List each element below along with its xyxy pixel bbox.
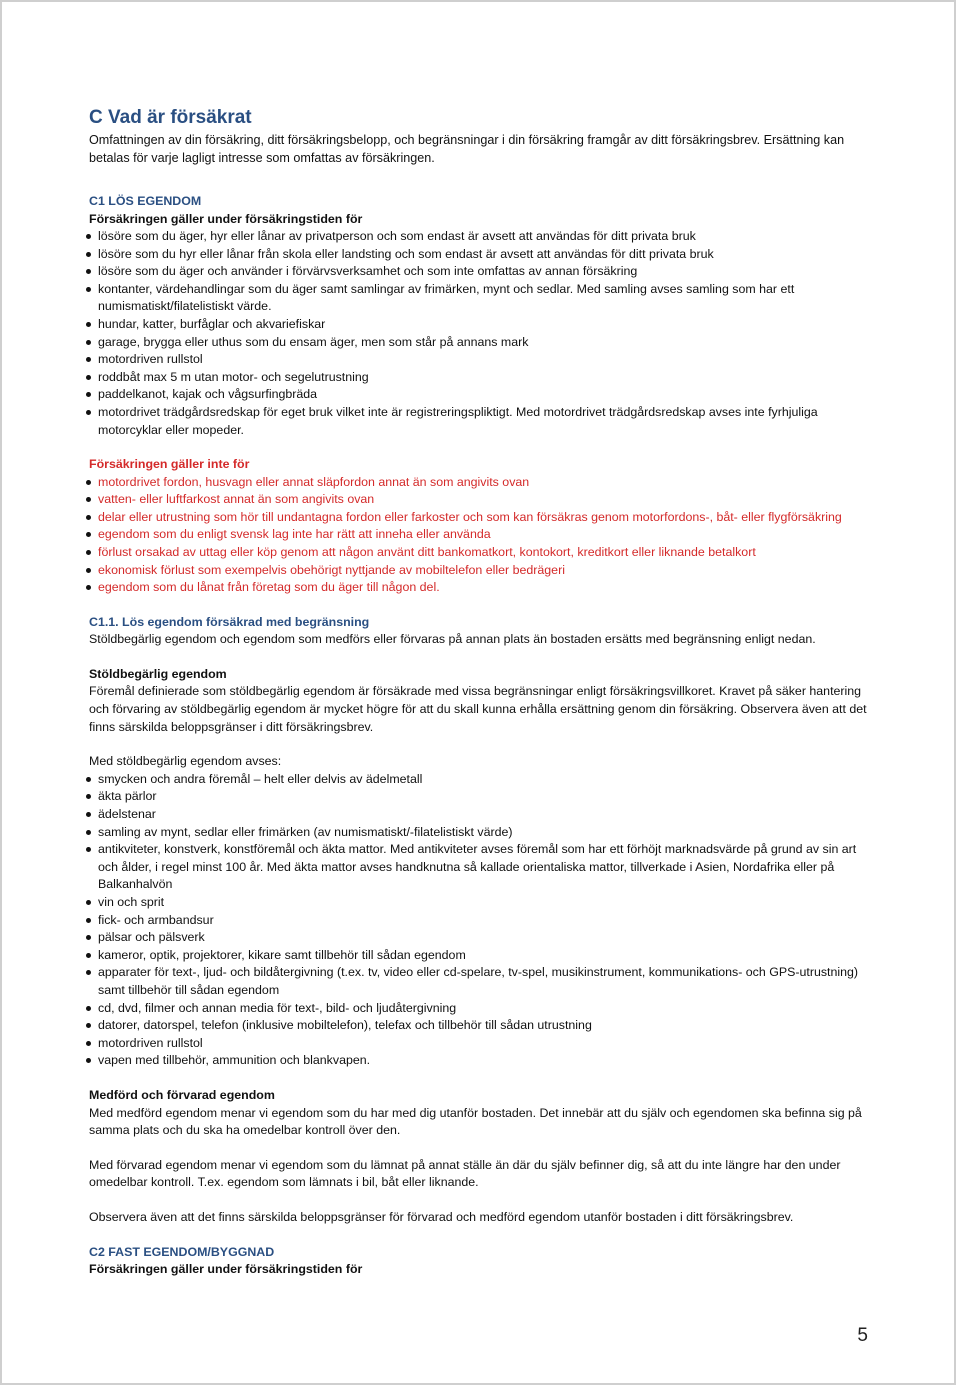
list-item: delar eller utrustning som hör till undantagna fordon eller farkoster och som kan försäkras genom motorfordons-, båt- eller flygförsäkring: [89, 509, 879, 527]
list-item: äkta pärlor: [89, 788, 879, 806]
section-c1-title: C1 LÖS EGENDOM: [89, 194, 202, 208]
c1-covers-lead: Försäkringen gäller under försäkringstiden för: [89, 211, 363, 226]
list-item: apparater för text-, ljud- och bildåtergivning (t.ex. tv, video eller cd-spelare, tv-spel, musikinstrument, kommunikations- och GPS-utrustning) samt tillbehör till sådan egendom: [89, 964, 879, 999]
list-item: garage, brygga eller uthus som du ensam äger, men som står på annans mark: [89, 334, 879, 352]
list-item: hundar, katter, burfåglar och akvariefiskar: [89, 316, 879, 334]
list-item: paddelkanot, kajak och vågsurfingbräda: [89, 386, 879, 404]
list-item: cd, dvd, filmer och annan media för text-, bild- och ljudåtergivning: [89, 1000, 879, 1018]
c1-excludes-lead: Försäkringen gäller inte för: [89, 457, 250, 472]
list-item: roddbåt max 5 m utan motor- och segelutrustning: [89, 369, 879, 387]
list-item: antikviteter, konstverk, konstföremål och äkta mattor. Med antikviteter avses föremål som har ett förhöjt marknadsvärde på grund av sin art och ålder, i regel minst 100 år. Med äkta mattor avses handknutna så kallade orientaliska mattor, tillverkade i Asien, Nordafrika eller på Balkanhalvön: [89, 841, 879, 894]
carried-text: Med medförd egendom menar vi egendom som du har med dig utanför bostaden. Det innebär att du själv och egendomen ska befinna sig på samma plats och du ska ha omedelbar kontroll över den.: [89, 1105, 862, 1138]
list-item: motordrivet fordon, husvagn eller annat släpfordon annat än som angivits ovan: [89, 474, 879, 492]
page-number: 5: [857, 1325, 868, 1346]
list-item: lösöre som du hyr eller lånar från skola eller landsting och som endast är avsett att användas för ditt privata bruk: [89, 246, 879, 264]
list-item: samling av mynt, sedlar eller frimärken (av numismatiskt/-filatelistiskt värde): [89, 824, 879, 842]
theft-text: Föremål definierade som stöldbegärlig egendom är försäkrade med vissa begränsningar enligt försäkringsvillkoret. Kravet på säker hantering och förvaring av stöldbegärlig egendom är mycket högre för att du skall kunna erhålla ersättning genom din försäkring. Observera även att det finns särskilda beloppsgränser i ditt försäkringsbrev.: [89, 684, 867, 734]
note-text: Observera även att det finns särskilda beloppsgränser för förvarad och medförd egendom utanför bostaden i ditt försäkringsbrev.: [89, 1209, 794, 1224]
list-item: fick- och armbandsur: [89, 912, 879, 930]
list-item: kameror, optik, projektorer, kikare samt tillbehör till sådan egendom: [89, 947, 879, 965]
list-item: pälsar och pälsverk: [89, 929, 879, 947]
c2-lead: Försäkringen gäller under försäkringstiden för: [89, 1262, 363, 1276]
theft-list: [89, 771, 879, 1070]
theft-list-lead: Med stöldbegärlig egendom avses:: [89, 754, 282, 769]
list-item: vin och sprit: [89, 894, 879, 912]
c11-text: Stöldbegärlig egendom och egendom som medförs eller förvaras på annan plats än bostaden ersätts med begränsning enligt nedan.: [89, 632, 816, 647]
carried-title: Medförd och förvarad egendom: [89, 1087, 275, 1102]
list-item: ädelstenar: [89, 806, 879, 824]
stored-text: Med förvarad egendom menar vi egendom som du lämnat på annat ställe än där du själv befinner dig, så att du inte längre har den under omedelbar kontroll. T.ex. egendom som lämnats i bil, båt eller liknande.: [89, 1157, 841, 1190]
list-item: egendom som du lånat från företag som du äger till någon del.: [89, 579, 879, 597]
list-item: egendom som du enligt svensk lag inte har rätt att inneha eller använda: [89, 526, 879, 544]
list-item: ekonomisk förlust som exempelvis obehörigt nyttjande av mobiltelefon eller bedrägeri: [89, 562, 879, 580]
list-item: smycken och andra föremål – helt eller delvis av ädelmetall: [89, 771, 879, 789]
page-content: [89, 106, 879, 1279]
c1-excludes-list: [89, 474, 879, 597]
list-item: lösöre som du äger, hyr eller lånar av privatperson och som endast är avsett att användas för ditt privata bruk: [89, 228, 879, 246]
theft-title: Stöldbegärlig egendom: [89, 666, 227, 681]
list-item: datorer, datorspel, telefon (inklusive mobiltelefon), telefax och tillbehör till sådan utrustning: [89, 1017, 879, 1035]
list-item: kontanter, värdehandlingar som du äger samt samlingar av frimärken, mynt och sedlar. Med samling avses samling som har ett numismatiskt/filatelistiskt värde.: [89, 281, 879, 316]
page-title: C Vad är försäkrat: [89, 107, 252, 128]
list-item: motordrivet trädgårdsredskap för eget bruk vilket inte är registreringspliktigt. Med motordrivet trädgårdsredskap avses inte fyrhjuliga motorcyklar eller mopeder.: [89, 404, 879, 439]
section-c11-title: C1.1. Lös egendom försäkrad med begränsning: [89, 614, 370, 629]
c1-covers-list: [89, 228, 879, 439]
list-item: vatten- eller luftfarkost annat än som angivits ovan: [89, 491, 879, 509]
list-item: förlust orsakad av uttag eller köp genom att någon använt ditt bankomatkort, kontokort, kreditkort eller liknande betalkort: [89, 544, 879, 562]
section-c2-title: C2 FAST EGENDOM/BYGGNAD: [89, 1244, 275, 1259]
intro-paragraph: Omfattningen av din försäkring, ditt försäkringsbelopp, och begränsningar i din försäkring framgår av ditt försäkringsbrev. Ersättning kan betalas för varje lagligt intresse som omfattas av försäkringen.: [89, 133, 845, 165]
list-item: lösöre som du äger och använder i förvärvsverksamhet och som inte omfattas av annan försäkring: [89, 263, 879, 281]
list-item: motordriven rullstol: [89, 1035, 879, 1053]
list-item: vapen med tillbehör, ammunition och blankvapen.: [89, 1052, 879, 1070]
list-item: motordriven rullstol: [89, 351, 879, 369]
